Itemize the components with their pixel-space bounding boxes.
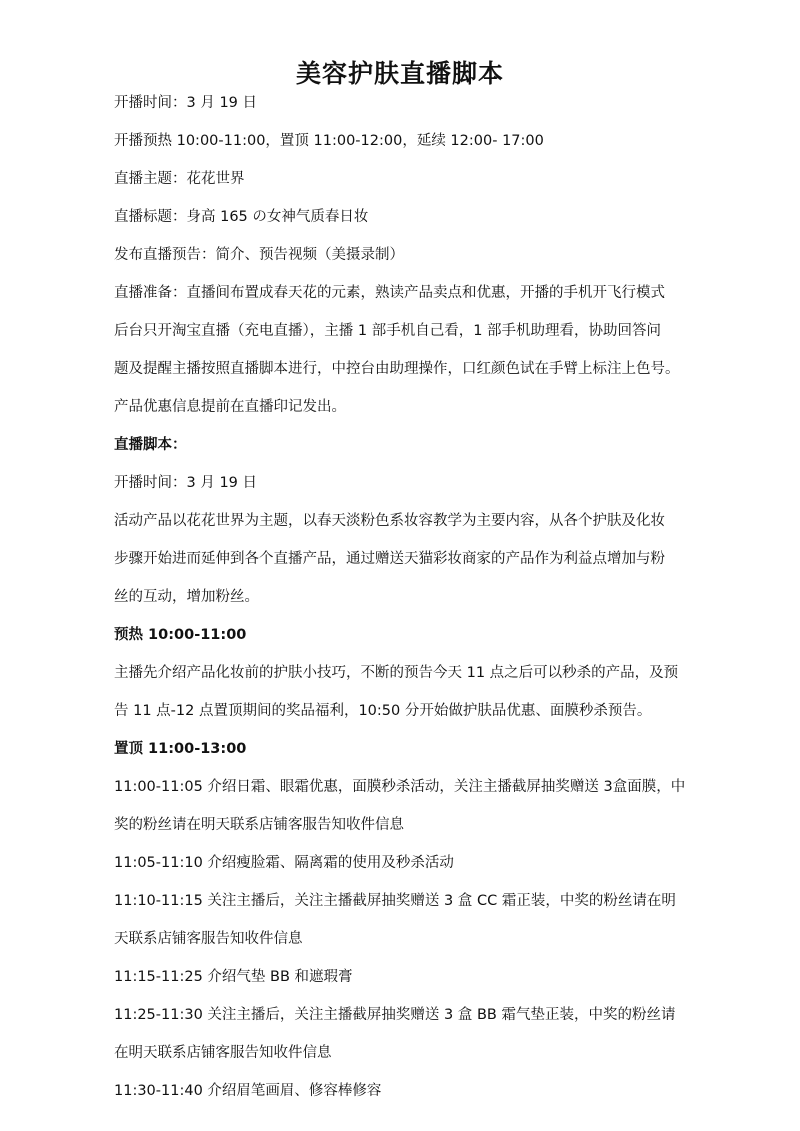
- text-line: 后台只开淘宝直播（充电直播），主播 1 部手机自己看，1 部手机助理看，协助回答问: [114, 323, 662, 339]
- text-line: 11:00-11:05 介绍日霜、眼霜优惠，面膜秒杀活动，关注主播截屏抽奖赠送 3盒面膜，中: [114, 779, 686, 795]
- text-line: 开播预热 10:00-11:00，置顶 11:00-12:00，延续 12:00- 17:00: [114, 133, 544, 149]
- text-line: 直播主题：花花世界: [114, 171, 245, 187]
- text-line: 主播先介绍产品化妆前的护肤小技巧，不断的预告今天 11 点之后可以秒杀的产品，及预: [114, 665, 679, 681]
- text-line: 直播标题：身高 165 の女神气质春日妆: [114, 209, 369, 225]
- text-line: 开播时间：3 月 19 日: [114, 95, 258, 111]
- document-title: 美容护肤直播脚本: [295, 59, 504, 88]
- text-line: 11:25-11:30 关注主播后，关注主播截屏抽奖赠送 3 盒 BB 霜气垫正装，中奖的粉丝请: [114, 1007, 676, 1023]
- text-line: 产品优惠信息提前在直播印记发出。: [114, 399, 346, 415]
- text-line: 开播时间：3 月 19 日: [114, 475, 258, 491]
- text-line: 11:05-11:10 介绍瘦脸霜、隔离霜的使用及秒杀活动: [114, 855, 454, 871]
- text-line: 丝的互动，增加粉丝。: [114, 589, 259, 605]
- text-line: 在明天联系店铺客服告知收件信息: [114, 1045, 332, 1061]
- section-heading: 直播脚本：: [114, 437, 187, 453]
- text-line: 告 11 点-12 点置顶期间的奖品福利，10:50 分开始做护肤品优惠、面膜秒杀预告。: [114, 703, 652, 719]
- text-line: 发布直播预告：简介、预告视频（美摄录制）: [114, 247, 404, 263]
- text-line: 直播准备：直播间布置成春天花的元素，熟读产品卖点和优惠，开播的手机开飞行模式: [114, 285, 665, 301]
- section-heading: 置顶 11:00-13:00: [114, 741, 247, 757]
- text-line: 11:15-11:25 介绍气垫 BB 和遮瑕膏: [114, 969, 353, 985]
- text-line: 11:10-11:15 关注主播后，关注主播截屏抽奖赠送 3 盒 CC 霜正装，中奖的粉丝请在明: [114, 893, 676, 909]
- text-line: 奖的粉丝请在明天联系店铺客服告知收件信息: [114, 817, 404, 833]
- document-body: [114, 90, 720, 1116]
- text-line: 天联系店铺客服告知收件信息: [114, 931, 303, 947]
- text-line: 步骤开始进而延伸到各个直播产品，通过赠送天猫彩妆商家的产品作为利益点增加与粉: [114, 551, 665, 567]
- text-line: 活动产品以花花世界为主题，以春天淡粉色系妆容教学为主要内容，从各个护肤及化妆: [114, 513, 665, 529]
- text-line: 11:30-11:40 介绍眉笔画眉、修容棒修容: [114, 1083, 382, 1099]
- text-line: 题及提醒主播按照直播脚本进行，中控台由助理操作，口红颜色试在手臂上标注上色号。: [114, 361, 680, 377]
- section-heading: 预热 10:00-11:00: [114, 627, 247, 643]
